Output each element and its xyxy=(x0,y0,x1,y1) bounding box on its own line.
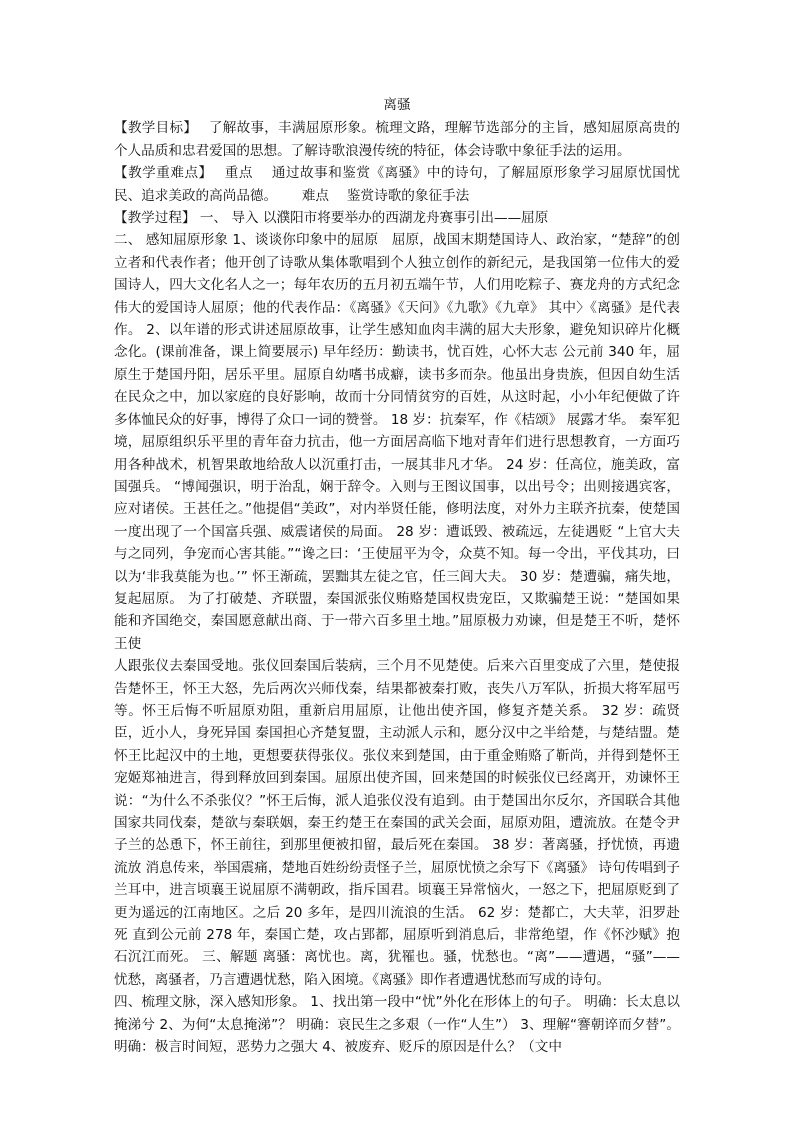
paragraph-section-two-cont xyxy=(114,655,680,991)
paragraph-section-two xyxy=(114,229,680,655)
paragraph-section-four xyxy=(114,991,680,1058)
paragraph-text: 【教学目标】 了解故事，丰满屈原形象。梳理文路，理解节选部分的主旨，感知屈原高贵的个人品质和忠君爱国的思想。了解诗歌浪漫传统的特征，体会诗歌中象征手法的运用。 xyxy=(114,120,680,159)
paragraph-process xyxy=(114,207,680,229)
paragraph-text: 【教学过程】 一、 导入 以濮阳市将要举办的西湖龙舟赛事引出——屈原 xyxy=(114,210,549,227)
paragraph-objectives xyxy=(114,117,680,162)
paragraph-key-points xyxy=(114,162,680,207)
paragraph-text: 四、梳理文脉，深入感知形象。 1、找出第一段中“忧”外化在形体上的句子。 明确：长太息以掩涕兮 2、为何“太息掩涕”？ 明确：哀民生之多艰（一作“人生”） 3、理解“謇朝谇而夕替”。 明确：极言时间短，恶势力之强大 4、被废弃、贬斥的原因是什么？（文中 xyxy=(114,994,680,1056)
document-page xyxy=(114,94,680,1058)
paragraph-text: 二、 感知屈原形象 1、谈谈你印象中的屈原 屈原，战国末期楚国诗人、政治家，“楚辞”的创立者和代表作者；他开创了诗歌从集体歌唱到个人独立创作的新纪元，是我国第一位伟大的爱国诗人，四大文化名人之一；每年农历的五月初五端午节，人们用吃粽子、赛龙舟的方式纪念伟大的爱国诗人屈原；他的代表作品：《离骚》《天问》《九歌》《九章》 其中〉《离骚》是代表作。 2、以年谱的形式讲述屈原故事，让学生感知血肉丰满的屈大夫形象，避免知识碎片化概念化。(课前准备，课上简要展示) 早年经历：勤读书，忧百姓，心怀大志 公元前 340 年，屈原生于楚国丹阳，居乐平里。屈原自幼嗜书成癖，读书多而杂。他虽出身贵族，但因自幼生活在民众之中，加以家庭的良好影响，故而十分同情贫穷的百姓，从这时起，小小年纪便做了许多体恤民众的好事，博得了众口一词的赞誉。 18 岁：抗秦军，作《桔颂》 展露才华。 秦军犯境，屈原组织乐平里的青年奋力抗击，他一方面居高临下地对青年们进行思想教育，一方面巧用各种战术，机智果敢地给敌人以沉重打击，一展其非凡才华。 24 岁：任高位，施美政，富国强兵。 “博闻强识，明于治乱，娴于辞令。入则与王图议国事，以出号令；出则接遇宾客，应对诸侯。王甚任之。”他提倡“美政”，对内举贤任能，修明法度，对外力主联齐抗秦，使楚国一度出现了一个国富兵强、威震诸侯的局面。 28 岁：遭诋毁、被疏远，左徒遇贬 “上官大夫与之同列，争宠而心害其能。”“谗之曰：‘王使屈平为令，众莫不知。每一令出，平伐其功，曰以为‘非我莫能为也。’” 怀王渐疏，罢黜其左徒之官，任三闾大夫。 30 岁：楚遭骗，痛失地，复起屈原。 为了打破楚、齐联盟，秦国派张仪贿赂楚国权贵宠臣，又欺骗楚王说：“楚国如果能和齐国绝交，秦国愿意献出商、于一带六百多里土地。”屈原极力劝谏，但是楚王不听，楚怀王使 xyxy=(114,232,680,652)
document-title: 离骚 xyxy=(383,97,411,113)
paragraph-text: 【教学重难点】 重点 通过故事和鉴赏《离骚》中的诗句，了解屈原形象学习屈原忧国忧民、追求美政的高尚品德。 难点 鉴赏诗歌的象征手法 xyxy=(114,165,680,204)
paragraph-text: 人跟张仪去秦国受地。张仪回秦国后装病，三个月不见楚使。后来六百里变成了六里，楚使报告楚怀王，怀王大怒，先后两次兴师伐秦，结果都被秦打败，丧失八万军队，折损大将军屈丐等。怀王后悔不听屈原劝阻，重新启用屈原，让他出使齐国，修复齐楚关系。 32 岁：疏贤臣，近小人，身死异国 秦国担心齐楚复盟，主动派人示和，愿分汉中之半给楚，与楚结盟。楚怀王比起汉中的土地，更想要获得张仪。张仪来到楚国，由于重金贿赂了靳尚，并得到楚怀王宠姬郑袖进言，得到释放回到秦国。屈原出使齐国，回来楚国的时候张仪已经离开，劝谏怀王说：“为什么不杀张仪？”怀王后悔，派人追张仪没有追到。由于楚国出尔反尔，齐国联合其他国家共同伐秦，楚欲与秦联姻，秦王约楚王在秦国的武关会面，屈原劝阻，遭流放。在楚令尹子兰的怂恿下，怀王前往，到那里便被扣留，最后死在秦国。 38 岁：著离骚，抒忧愤，再遗流放 消息传来，举国震痛，楚地百姓纷纷责怪子兰，屈原忧愤之余写下《离骚》 诗句传唱到子兰耳中，进言顷襄王说屈原不满朝政，指斥国君。顷襄王异常恼火，一怒之下，把屈原贬到了更为遥远的江南地区。之后 20 多年，是四川流浪的生活。 62 岁：楚都亡，大夫苹，汨罗赴死 直到公元前 278 年，秦国亡楚，攻占郢都，屈原听到消息后，非常绝望，作《怀沙赋》抱石沉江而死。 三、解题 离骚：离忧也。离，犹罹也。骚，忧愁也。“离”——遭遇，“骚”——忧愁，离骚者，乃言遭遇忧愁，陷入困境。《离骚》即作者遭遇忧愁而写成的诗句。 xyxy=(114,658,680,988)
